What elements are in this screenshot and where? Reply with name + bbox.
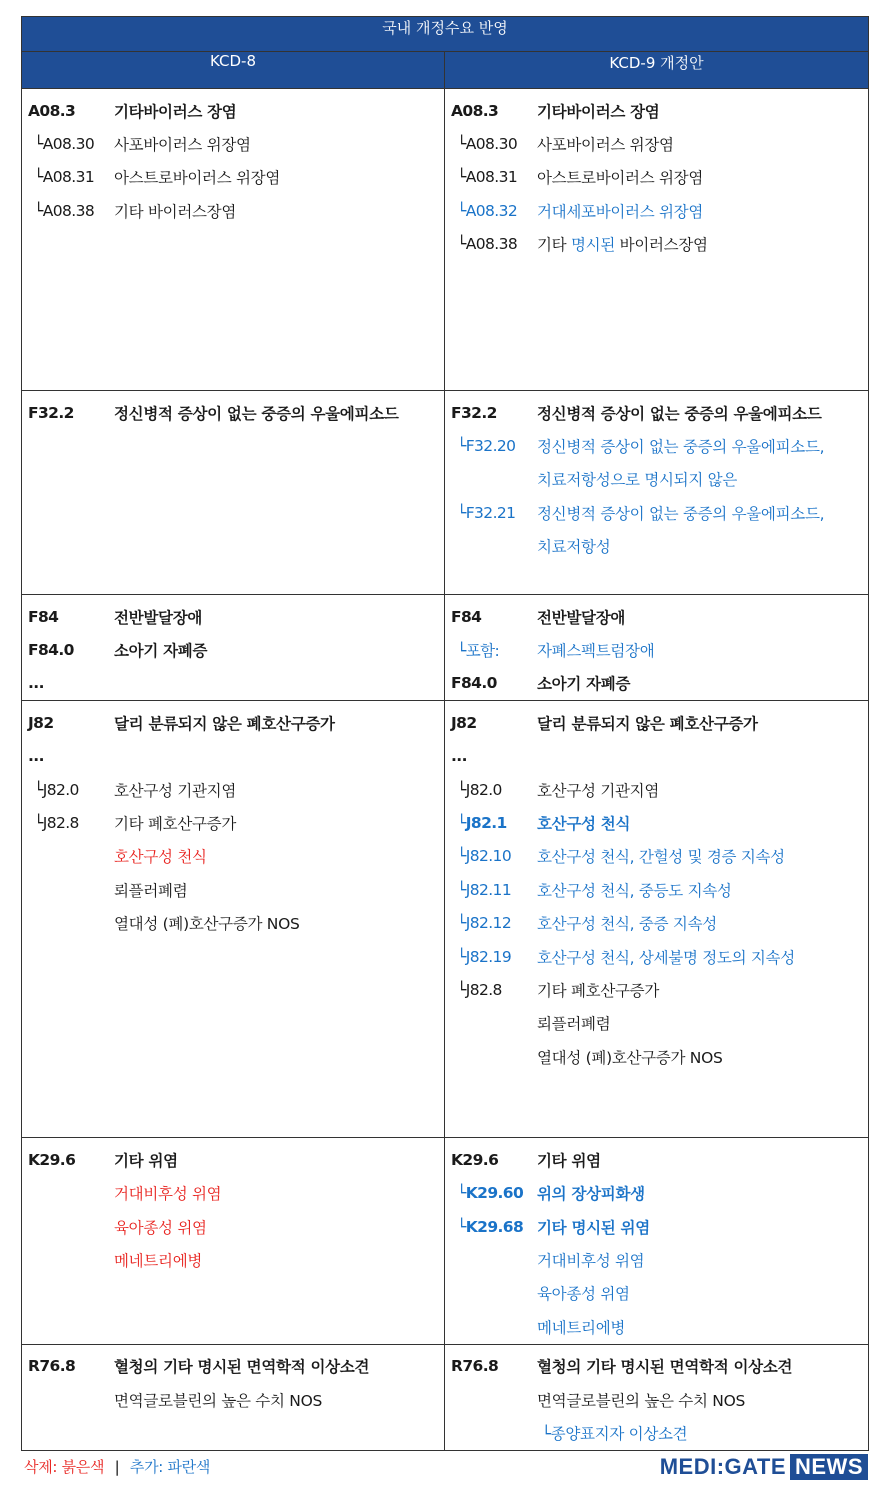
kcd-code: └A08.31 [34,168,95,187]
kcd9-cell [445,1138,869,1344]
kcd-description: 기타 명시된 위염 [537,1218,650,1237]
code-line [451,973,864,1006]
kcd-description: 정신병적 증상이 없는 중증의 우울에피소드 [114,404,399,423]
kcd-description: 달리 분류되지 않은 폐호산구증가 [114,714,335,733]
kcd-code: F84.0 [451,674,497,693]
kcd-comparison-table [21,16,869,1451]
kcd-code: └A08.38 [457,235,518,254]
code-line [451,1416,864,1449]
code-line [451,127,864,160]
kcd-description: 육아종성 위염 [114,1218,207,1237]
code-line [451,873,864,906]
kcd-code: A08.3 [28,101,76,120]
kcd-code: F32.2 [451,403,497,422]
kcd-description: 아스트로바이러스 위장염 [537,169,704,188]
kcd-code: └J82.8 [457,980,502,999]
table-title: 국내 개정수요 반영 [22,17,869,52]
kcd-description: 정신병적 증상이 없는 중증의 우울에피소드, [537,504,825,523]
kcd-code: └F32.20 [457,437,516,456]
kcd-code: └A08.30 [34,135,95,154]
kcd-code: └J82.1 [457,814,507,833]
code-line [451,1350,864,1383]
kcd-description: 기타 위염 [114,1151,178,1170]
kcd-description: 사포바이러스 위장염 [537,136,674,155]
code-line [451,1007,864,1040]
kcd-description: 사포바이러스 위장염 [114,136,251,155]
code-line [28,161,440,194]
code-line [451,1277,864,1310]
code-line [451,840,864,873]
kcd-description: 면역글로블린의 높은 수치 NOS [114,1391,323,1410]
kcd-description: 거대세포바이러스 위장염 [537,202,704,221]
kcd-description: 아스트로바이러스 위장염 [114,169,281,188]
kcd9-cell [445,701,869,1138]
kcd-code: └J82.12 [457,914,512,933]
table-row [22,595,869,701]
kcd9-cell [445,89,869,391]
code-line [451,740,864,773]
kcd-description: 전반발달장애 [114,608,203,627]
code-line [451,463,864,496]
kcd-description: 호산구성 천식 [537,815,631,834]
kcd-description: 전반발달장애 [537,608,626,627]
kcd9-cell [445,1344,869,1450]
kcd-description: 기타 폐호산구증가 [114,815,237,834]
code-line [451,1243,864,1276]
code-line [451,1040,864,1073]
code-line [28,396,440,429]
code-line [28,1383,440,1416]
kcd9-cell [445,391,869,595]
code-line [451,161,864,194]
legend-deleted: 삭제: 붉은색 [24,1458,105,1476]
kcd-description: 호산구성 천식, 간헐성 및 경증 지속성 [537,848,785,867]
kcd-description: 메네트리에병 [114,1252,203,1271]
kcd-description: 호산구성 천식 [114,848,207,867]
kcd-code: └J82.19 [457,947,512,966]
kcd-code: R76.8 [28,1357,76,1376]
code-line [28,1143,440,1176]
kcd-description: 뢰플러폐렴 [114,881,188,900]
kcd-code: K29.6 [28,1150,76,1169]
kcd-description: 혈청의 기타 명시된 면역학적 이상소견 [537,1358,793,1377]
legend-added: 추가: 파란색 [129,1458,211,1476]
kcd-description: 육아종성 위염 [537,1285,630,1304]
kcd8-cell [22,1344,445,1450]
kcd-code: └J82.0 [457,780,502,799]
kcd-code: K29.6 [451,1150,499,1169]
kcd-description [537,233,864,255]
kcd-description: 소아기 자폐증 [114,642,208,661]
description-part: 기타 [537,236,571,255]
code-line [28,806,440,839]
kcd-code: ... [451,747,467,766]
kcd-description: 호산구성 기관지염 [537,781,660,800]
table-row [22,89,869,391]
kcd-description: └종양표지자 이상소견 [537,1424,688,1443]
kcd-description: 치료저항성으로 명시되지 않은 [537,471,738,490]
code-line [451,496,864,529]
kcd-description: 기타 위염 [537,1151,601,1170]
code-line [28,127,440,160]
code-line [451,429,864,462]
code-line [451,194,864,227]
code-line [28,773,440,806]
kcd8-cell [22,1138,445,1344]
code-line [451,773,864,806]
kcd-code: R76.8 [451,1357,499,1376]
kcd-description: 위의 장상피화생 [537,1185,645,1204]
code-line [28,600,440,633]
code-line [28,1210,440,1243]
kcd-description: 열대성 (폐)호산구증가 NOS [537,1048,723,1067]
kcd-description: 정신병적 증상이 없는 중증의 우울에피소드 [537,404,822,423]
code-line [28,907,440,940]
code-line [28,840,440,873]
kcd-description: 열대성 (폐)호산구증가 NOS [114,915,300,934]
code-line [451,396,864,429]
code-line [451,907,864,940]
code-line [451,633,864,666]
description-part: 바이러스장염 [615,236,708,255]
code-line [451,706,864,739]
code-line [28,1243,440,1276]
column-header-kcd8: KCD-8 [22,52,445,89]
kcd-code: └J82.0 [34,780,79,799]
code-line [28,633,440,666]
kcd-code: F84 [28,607,59,626]
code-line [28,1350,440,1383]
kcd-description: 면역글로블린의 높은 수치 NOS [537,1391,746,1410]
code-line [28,94,440,127]
code-line [28,667,440,700]
code-line [28,740,440,773]
kcd-description: 거대비후성 위염 [114,1185,222,1204]
code-line [451,1177,864,1210]
table-row [22,701,869,1138]
medigate-news-logo [660,1454,868,1480]
kcd-code: └A08.38 [34,201,95,220]
kcd-description: 자폐스펙트럼장애 [537,642,655,661]
kcd8-cell [22,89,445,391]
kcd-code: F32.2 [28,403,74,422]
table-body [22,89,869,1451]
kcd-code: └A08.32 [457,201,518,220]
code-line [28,194,440,227]
kcd-code: ... [28,747,44,766]
kcd-code: F84 [451,607,482,626]
legend-separator: | [114,1458,120,1476]
code-line [451,1143,864,1176]
table-row [22,1138,869,1344]
code-line [451,228,864,261]
kcd-description: 소아기 자폐증 [537,675,631,694]
kcd-description: 뢰플러폐렴 [537,1015,611,1034]
column-header-kcd9: KCD-9 개정안 [445,52,869,89]
kcd-description: 호산구성 천식, 중증 지속성 [537,915,717,934]
kcd9-cell [445,595,869,701]
kcd-description: 기타 바이러스장염 [114,202,237,221]
logo-medigate: MEDI:GATE [659,1454,786,1479]
logo-news: NEWS [790,1454,868,1480]
code-line [451,806,864,839]
kcd-code: J82 [28,713,54,732]
kcd-description: 정신병적 증상이 없는 중증의 우울에피소드, [537,438,825,457]
kcd-code: └K29.60 [457,1184,524,1203]
code-line [451,530,864,563]
kcd-description: 호산구성 천식, 상세불명 정도의 지속성 [537,948,795,967]
code-line [28,706,440,739]
kcd-code: └F32.21 [457,503,516,522]
kcd-description: 기타바이러스 장염 [537,102,660,121]
kcd-description: 호산구성 천식, 중등도 지속성 [537,881,732,900]
kcd8-cell [22,595,445,701]
kcd-code: F84.0 [28,641,74,660]
kcd-code: └A08.31 [457,168,518,187]
color-legend [24,1456,210,1477]
kcd-description: 치료저항성 [537,538,611,557]
code-line [451,600,864,633]
code-line [451,1310,864,1343]
kcd-code: └J82.11 [457,880,512,899]
kcd-description: 기타 폐호산구증가 [537,981,660,1000]
kcd-code: └A08.30 [457,135,518,154]
kcd8-cell [22,391,445,595]
kcd-description: 호산구성 기관지염 [114,781,237,800]
kcd-code: └J82.10 [457,847,512,866]
kcd-description: 기타바이러스 장염 [114,102,237,121]
code-line [28,873,440,906]
description-part: 명시된 [570,236,616,255]
table-row [22,1344,869,1450]
code-line [451,667,864,700]
kcd-code: └J82.8 [34,814,79,833]
kcd-code: └포함: [457,642,500,661]
kcd-description: 메네트리에병 [537,1318,626,1337]
code-line [451,1210,864,1243]
kcd-description: 달리 분류되지 않은 폐호산구증가 [537,714,758,733]
kcd-code: └K29.68 [457,1217,524,1236]
code-line [451,940,864,973]
kcd-code: ... [28,674,44,693]
kcd-code: J82 [451,713,477,732]
kcd-code: A08.3 [451,101,499,120]
table-row [22,391,869,595]
kcd-description: 혈청의 기타 명시된 면역학적 이상소견 [114,1358,370,1377]
kcd8-cell [22,701,445,1138]
kcd-description: 거대비후성 위염 [537,1252,645,1271]
code-line [451,1383,864,1416]
code-line [451,94,864,127]
code-line [28,1177,440,1210]
